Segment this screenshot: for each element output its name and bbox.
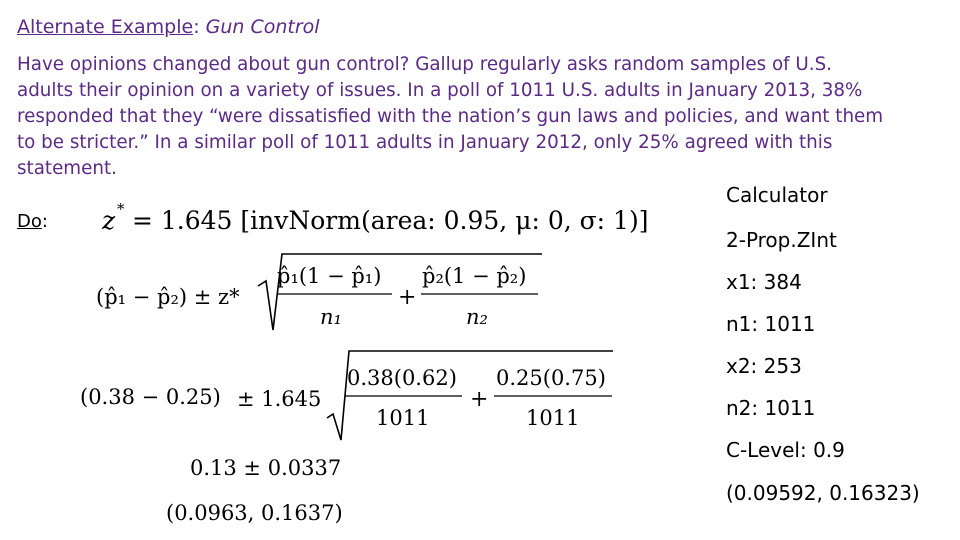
title-colon: : — [193, 16, 200, 38]
calc-item-x2: x2: 253 — [726, 354, 802, 378]
plugin-diff: (0.38 − 0.25) — [80, 385, 221, 409]
zstar-asterisk: * — [117, 200, 125, 218]
do-label-text: Do — [17, 211, 42, 232]
estimate-line: 0.13 ± 0.0337 — [190, 456, 342, 480]
formula-lead: (p̂₁ − p̂₂) ± z* — [96, 285, 240, 309]
title-subtitle: Gun Control — [205, 16, 320, 38]
intro-paragraph: Have opinions changed about gun control? Gallup regularly asks random samples of U.S. adults their opinion on a variety of issues. In a poll of 1011 U.S. adults in January 2013, 38% responded that they “were dissatisfied with the nation’s gun laws and policies, and want them to be stricter.” In a similar poll of 1011 adults in January 2012, only 25% agreed with this statement. — [17, 54, 884, 179]
formula-num2: p̂₂(1 − p̂₂) — [422, 264, 527, 288]
calc-item-test: 2-Prop.ZInt — [726, 228, 837, 252]
title-label: Alternate Example — [17, 16, 194, 38]
zstar-line: = 1.645 [invNorm(area: 0.95, μ: 0, σ: 1)] — [132, 206, 649, 235]
calc-item-n2: n2: 1011 — [726, 396, 816, 420]
formula-den1: n₁ — [320, 305, 342, 329]
zstar-symbol: z — [102, 206, 116, 235]
plugin-den1: 1011 — [376, 406, 430, 430]
calc-item-result: (0.09592, 0.16323) — [726, 481, 920, 505]
plugin-plus: + — [470, 387, 489, 412]
plugin-crit: ± 1.645 — [237, 387, 322, 411]
calc-item-x1: x1: 384 — [726, 270, 802, 294]
formula-plus: + — [398, 285, 417, 310]
formula-den2: n₂ — [466, 305, 488, 329]
formula-num1: p̂₁(1 − p̂₁) — [277, 264, 382, 288]
plugin-den2: 1011 — [526, 406, 580, 430]
calculator-title: Calculator — [726, 183, 828, 207]
do-label-colon: : — [41, 211, 48, 232]
calc-item-n1: n1: 1011 — [726, 312, 816, 336]
plugin-num1: 0.38(0.62) — [347, 366, 457, 390]
calc-item-clevel: C-Level: 0.9 — [726, 438, 845, 462]
interval-line: (0.0963, 0.1637) — [166, 501, 343, 525]
plugin-num2: 0.25(0.75) — [496, 366, 606, 390]
